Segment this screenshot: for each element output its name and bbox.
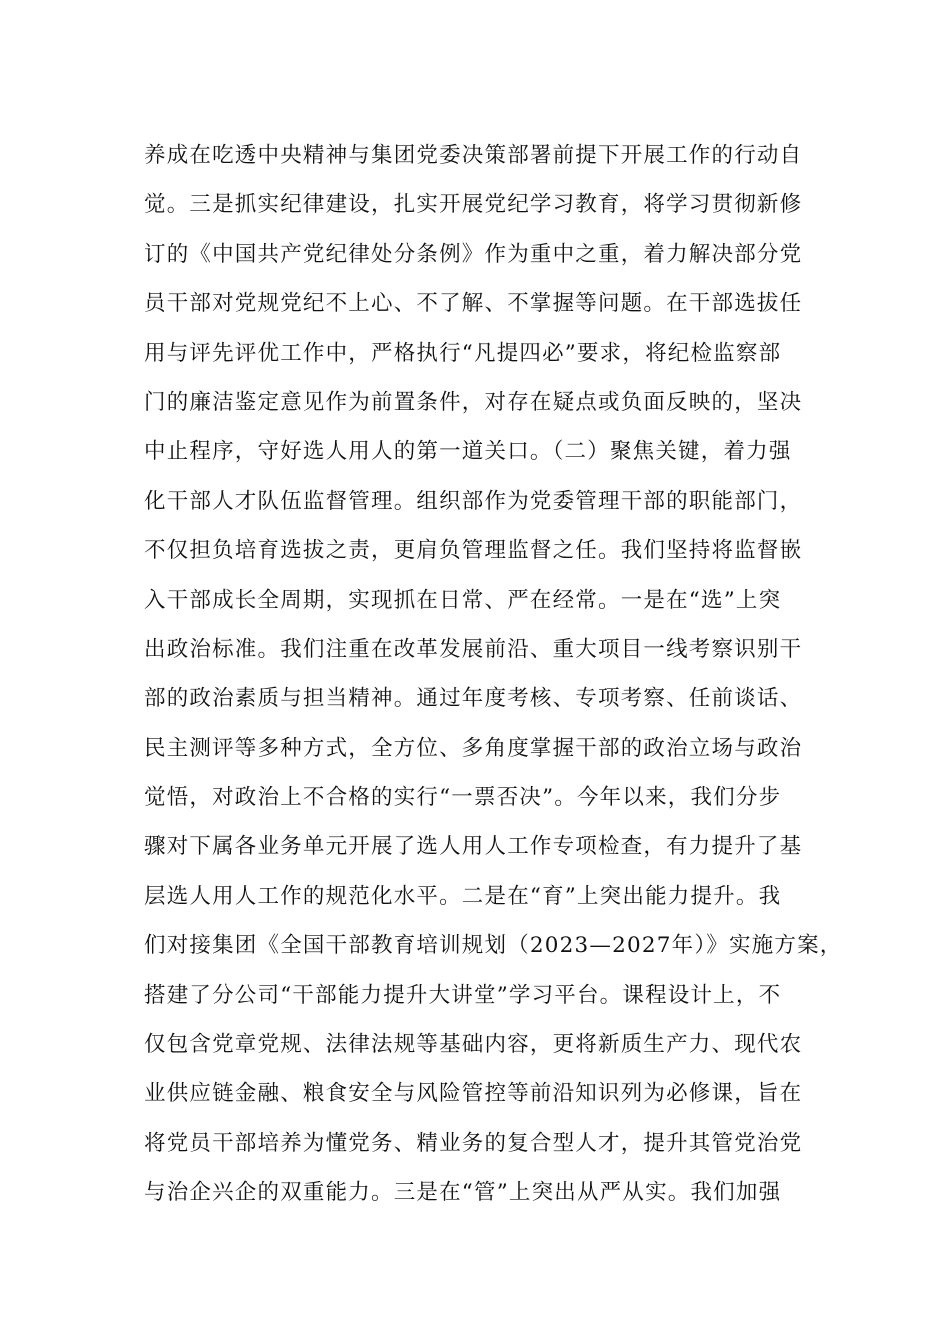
text-line: 将党员干部培养为懂党务、精业务的复合型人才，提升其管党治党 (144, 1130, 803, 1156)
text-line: 骤对下属各业务单元开展了选人用人工作专项检查，有力提升了基 (144, 834, 803, 860)
text-line: 不仅担负培育选拔之责，更肩负管理监督之任。我们坚持将监督嵌 (144, 538, 803, 564)
text-line: 业供应链金融、粮食安全与风险管控等前沿知识列为必修课，旨在 (144, 1081, 803, 1107)
text-line: 中止程序，守好选人用人的第一道关口。（二）聚焦关键，着力强 (144, 439, 792, 465)
text-line: 仅包含党章党规、法律法规等基础内容，更将新质生产力、现代农 (144, 1032, 803, 1058)
text-line: 订的《中国共产党纪律处分条例》作为重中之重，着力解决部分党 (144, 241, 803, 267)
text-line: 用与评先评优工作中，严格执行“凡提四必”要求，将纪检监察部 (144, 340, 782, 366)
text-line: 层选人用人工作的规范化水平。二是在“育”上突出能力提升。我 (144, 883, 782, 909)
text-line: 出政治标准。我们注重在改革发展前沿、重大项目一线考察识别干 (144, 636, 803, 662)
text-line: 觉悟，对政治上不合格的实行“一票否决”。今年以来，我们分步 (144, 785, 782, 811)
body-text (144, 131, 843, 1218)
text-line: 员干部对党规党纪不上心、不了解、不掌握等问题。在干部选拔任 (144, 291, 803, 317)
text-line: 觉。三是抓实纪律建设，扎实开展党纪学习教育，将学习贯彻新修 (144, 192, 803, 218)
text-line: 化干部人才队伍监督管理。组织部作为党委管理干部的职能部门， (144, 488, 803, 514)
text-line: 入干部成长全周期，实现抓在日常、严在经常。一是在“选”上突 (144, 587, 782, 613)
text-line: 们对接集团《全国干部教育培训规划（2023—2027年）》实施方案， (144, 933, 843, 959)
text-line: 部的政治素质与担当精神。通过年度考核、专项考察、任前谈话、 (144, 686, 803, 712)
text-line: 与治企兴企的双重能力。三是在“管”上突出从严从实。我们加强 (144, 1180, 782, 1206)
text-line: 养成在吃透中央精神与集团党委决策部署前提下开展工作的行动自 (144, 143, 803, 168)
text-line: 门的廉洁鉴定意见作为前置条件，对存在疑点或负面反映的，坚决 (144, 389, 803, 415)
text-line: 民主测评等多种方式，全方位、多角度掌握干部的政治立场与政治 (144, 735, 803, 761)
text-line: 搭建了分公司“干部能力提升大讲堂”学习平台。课程设计上，不 (144, 982, 782, 1008)
